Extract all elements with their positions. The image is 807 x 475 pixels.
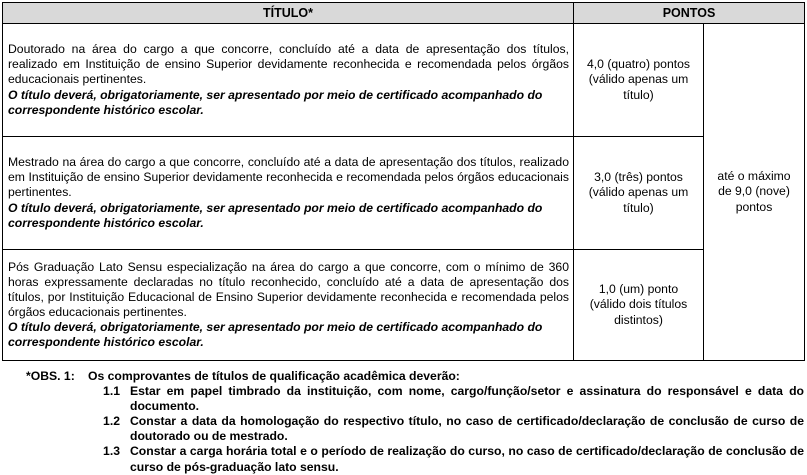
- obs-item: [88, 384, 804, 414]
- observations: [2, 369, 804, 475]
- obs-label: *OBS. 1:: [26, 369, 75, 383]
- obs-item-text: Constar a data da homologação do respectivo título, no caso de certificado/declaração de conclusão de curso de doutorado ou de mestrado.: [130, 414, 804, 444]
- row-text: Mestrado na área do cargo a que concorre, concluído até a data de apresentação dos títulos, realizado em Instituição de ensino Superior devidamente reconhecida e recomendada pelos órgãos educacionais pertinentes.: [8, 155, 569, 200]
- row-description: [3, 24, 574, 137]
- table-row: [3, 24, 805, 137]
- obs-item-number: 1.3: [103, 444, 120, 459]
- header-pontos: PONTOS: [574, 3, 805, 24]
- document: [2, 2, 804, 474]
- obs-item-text: Constar a carga horária total e o período de realização do curso, no caso de certificado/declaração de conclusão de curso de pós-graduação lato sensu.: [130, 444, 804, 474]
- obs-item: [88, 444, 804, 474]
- table-row: [3, 250, 805, 361]
- row-description: [3, 137, 574, 250]
- obs-item: [88, 414, 804, 444]
- row-description: [3, 250, 574, 361]
- row-emphasis: O título deverá, obrigatoriamente, ser apresentado por meio de certificado acompanhado do correspondente histórico escolar.: [8, 320, 543, 350]
- row-text: Pós Graduação Lato Sensu especialização na área do cargo a que concorre, com o mínimo de 360 horas expressamente declaradas no título reconhecido, concluído até a data de apresentação dos títulos, por Instituição Educacional de Ensino Superior devidamente reconhecida e recomendada pelos órgãos educacionais pertinentes.: [8, 259, 569, 319]
- obs-title: Os comprovantes de títulos de qualificação acadêmica deverão:: [88, 369, 460, 383]
- row-points: 1,0 (um) ponto (válido dois títulos distintos): [574, 250, 704, 361]
- row-emphasis: O título deverá, obrigatoriamente, ser apresentado por meio de certificado acompanhado do correspondente histórico escolar.: [8, 200, 543, 230]
- obs-item-number: 1.2: [103, 414, 120, 429]
- obs-item-text: Estar em papel timbrado da instituição, com nome, cargo/função/setor e assinatura do responsável e data do documento.: [130, 384, 804, 414]
- total-points: até o máximo de 9,0 (nove) pontos: [704, 24, 805, 361]
- row-text: Doutorado na área do cargo a que concorre, concluído até a data de apresentação dos títulos, realizado em Instituição de ensino Superior devidamente reconhecida e recomendada pelos órgãos educacionais pertinentes.: [8, 42, 569, 87]
- table-header-row: [3, 3, 805, 24]
- row-points: 4,0 (quatro) pontos (válido apenas um título): [574, 24, 704, 137]
- obs-item-number: 1.1: [103, 384, 120, 399]
- table-row: [3, 137, 805, 250]
- row-emphasis: O título deverá, obrigatoriamente, ser apresentado por meio de certificado acompanhado do correspondente histórico escolar.: [8, 87, 543, 117]
- titles-table: [2, 2, 805, 361]
- row-points: 3,0 (três) pontos (válido apenas um título): [574, 137, 704, 250]
- obs-heading: [2, 369, 804, 384]
- header-titulo: TÍTULO*: [3, 3, 574, 24]
